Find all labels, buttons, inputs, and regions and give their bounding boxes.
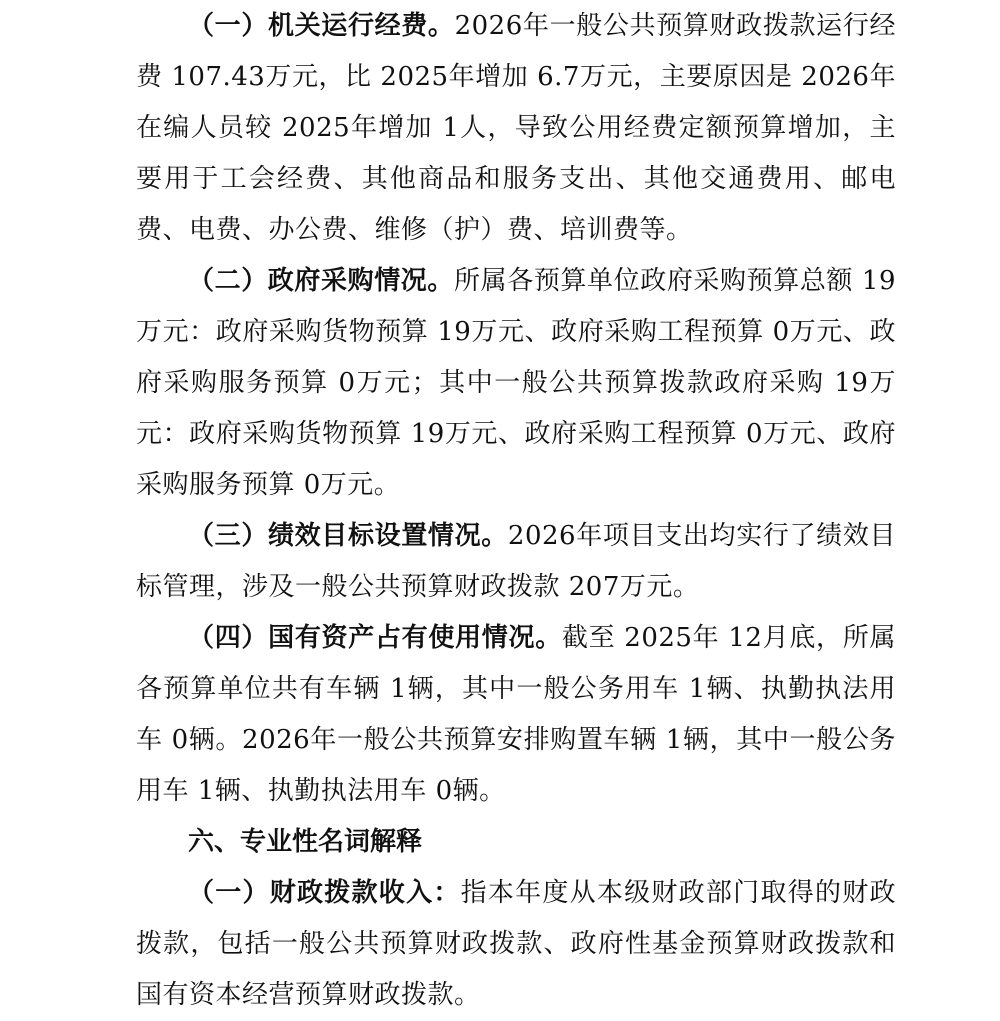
paragraph-performance-targets [136,511,896,613]
paragraph-term-fiscal-appropriation [136,868,896,1021]
paragraph-text: 2026年项目支出均实行了绩效目标管理，涉及一般公共预算财政拨款 207万元。 [136,521,896,602]
section-heading: 六、专业性名词解释 [188,827,423,857]
paragraph-text: 所属各预算单位政府采购预算总额 19万元：政府采购货物预算 19万元、政府采购工程预算 0万元、政府采购服务预算 0万元；其中一般公共预算拨款政府采购 19万元：政府采购货物预算 19万元、政府采购工程预算 0万元、政府采购服务预算 0万元。 [136,266,896,500]
paragraph-admin-operating-expenses [136,1,896,256]
paragraph-text: 2026年一般公共预算财政拨款运行经费 107.43万元，比 2025年增加 6.7万元，主要原因是 2026年在编人员较 2025年增加 1人，导致公用经费定额预算增加，主要用于工会经费、其他商品和服务支出、其他交通费用、邮电费、电费、办公费、维修（护）费、培训费等。 [136,11,896,245]
paragraph-lead: （一）机关运行经费。 [188,11,455,41]
paragraph-text: 指本年度从本级财政部门取得的财政拨款，包括一般公共预算财政拨款、政府性基金预算财政拨款和国有资本经营预算财政拨款。 [136,878,896,1010]
paragraph-lead: （三）绩效目标设置情况。 [188,521,508,551]
paragraph-lead: （四）国有资产占有使用情况。 [188,623,562,653]
paragraph-lead: （一）财政拨款收入： [188,878,461,908]
paragraph-state-assets [136,613,896,817]
document-page [136,0,896,1021]
paragraph-lead: （二）政府采购情况。 [188,266,455,296]
paragraph-text: 截至 2025年 12月底，所属各预算单位共有车辆 1辆，其中一般公务用车 1辆、执勤执法用车 0辆。2026年一般公共预算安排购置车辆 1辆，其中一般公务用车 1辆、执勤执法用车 0辆。 [136,623,896,806]
paragraph-government-procurement [136,256,896,511]
